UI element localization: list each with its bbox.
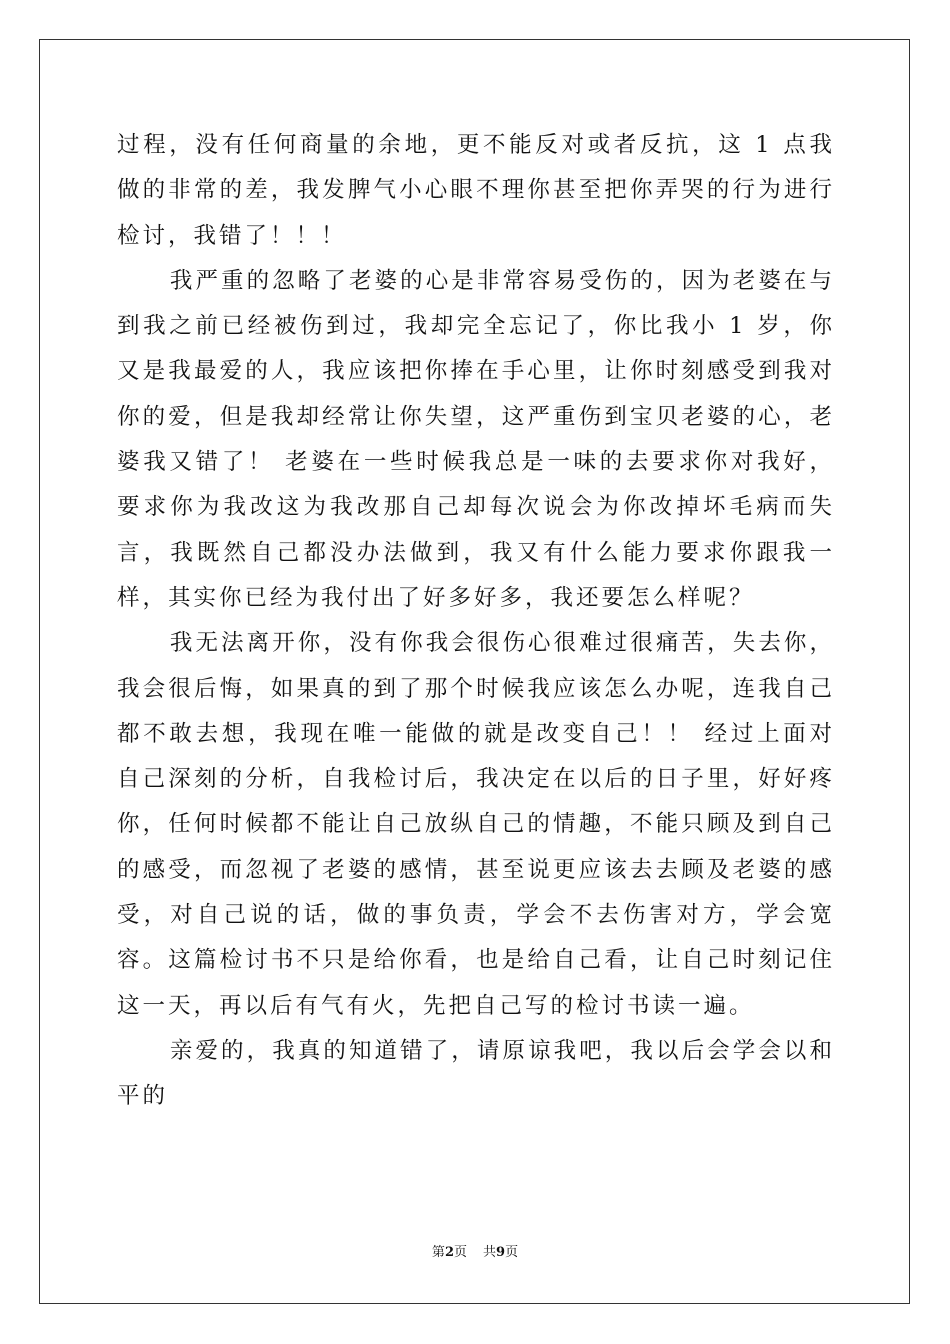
page-footer	[0, 1241, 950, 1260]
paragraph-4: 亲爱的，我真的知道错了，请原谅我吧，我以后会学会以和平的	[117, 1037, 835, 1110]
paragraph-2: 我严重的忽略了老婆的心是非常容易受伤的，因为老婆在与到我之前已经被伤到过，我却完全忘记了，你比我小 1 岁，你又是我最爱的人，我应该把你捧在手心里，让你时刻感受到我对你的爱，但是我却经常让你失望，这严重伤到宝贝老婆的心，老婆我又错了！ 老婆在一些时候我总是一味的去要求你对我好，要求你为我改这为我改那自己却每次说会为你改掉坏毛病而失言，我既然自己都没办法做到，我又有什么能力要求你跟我一样，其实你已经为我付出了好多好多，我还要怎么样呢？	[117, 267, 835, 611]
page-number: 2	[444, 1245, 454, 1260]
total-pages: 9	[496, 1245, 506, 1260]
paragraph-3: 我无法离开你，没有你我会很伤心很难过很痛苦，失去你，我会很后悔，如果真的到了那个时候我应该怎么办呢，连我自己都不敢去想，我现在唯一能做的就是改变自己！！ 经过上面对自己深刻的分析，自我检讨后，我决定在以后的日子里，好好疼你，任何时候都不能让自己放纵自己的情趣，不能只顾及到自己的感受，而忽视了老婆的感情，甚至说更应该去去顾及老婆的感受，对自己说的话，做的事负责，学会不去伤害对方，学会宽容。这篇检讨书不只是给你看，也是给自己看，让自己时刻记住这一天，再以后有气有火，先把自己写的检讨书读一遍。	[117, 630, 835, 1019]
total-suffix: 页	[505, 1245, 519, 1260]
page-suffix: 页	[453, 1245, 467, 1260]
paragraph-1: 过程，没有任何商量的余地，更不能反对或者反抗，这 1 点我做的非常的差，我发脾气小心眼不理你甚至把你弄哭的行为进行检讨，我错了！！！	[117, 132, 835, 249]
page-prefix: 第	[431, 1245, 445, 1260]
document-body	[117, 123, 835, 1120]
total-prefix: 共	[483, 1245, 497, 1260]
